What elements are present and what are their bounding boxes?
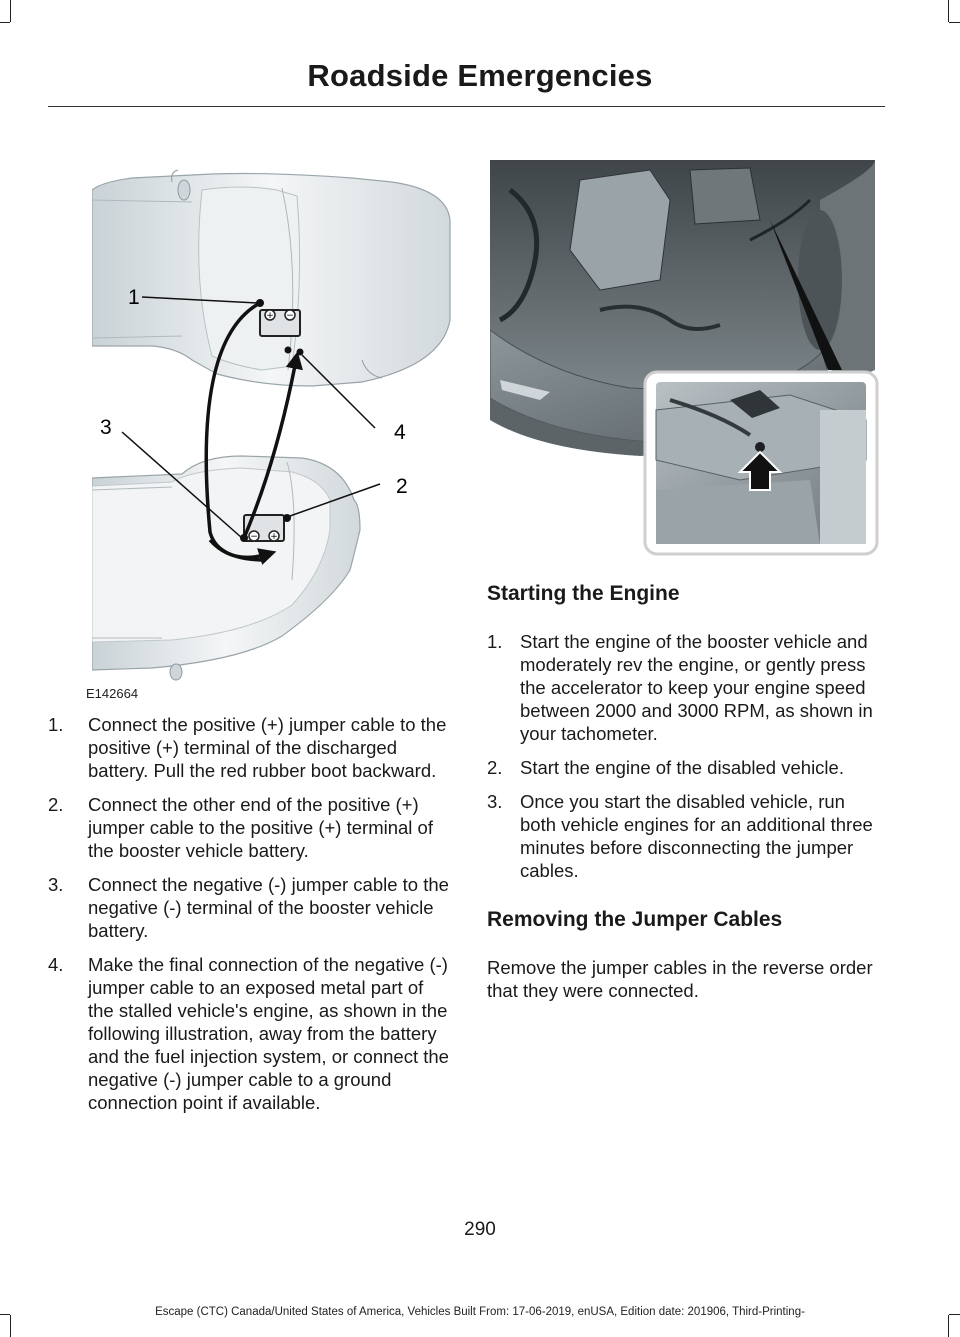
callout-4: 4 <box>394 421 406 444</box>
header-divider <box>48 106 885 107</box>
list-item: 1. Start the engine of the booster vehicle and moderately rev the engine, or gently press the accelerator to keep your engine speed between 2000 and 3000 RPM, as shown in your tachometer. <box>487 631 873 744</box>
starting-section <box>487 580 882 1002</box>
callout-3: 3 <box>100 416 112 439</box>
list-item: 2. Start the engine of the disabled vehicle. <box>487 757 844 778</box>
list-item: 2. Connect the other end of the positive (+) jumper cable to the positive (+) terminal of the booster vehicle battery. <box>48 794 433 861</box>
crop-mark <box>948 1315 949 1337</box>
crop-mark <box>10 0 11 22</box>
list-item: 1. Connect the positive (+) jumper cable to the positive (+) terminal of the discharged battery. Pull the red rubber boot backward. <box>48 714 447 781</box>
ground-point-inset <box>645 372 877 554</box>
plus-sign: + <box>266 311 274 321</box>
page-number: 290 <box>464 1219 496 1240</box>
list-item: 3. Once you start the disabled vehicle, run both vehicle engines for an additional three minutes before disconnecting the jumper cables. <box>487 791 873 881</box>
crop-mark <box>10 1315 11 1337</box>
crop-mark <box>948 0 949 22</box>
callout-1: 1 <box>128 286 140 309</box>
page-title: Roadside Emergencies <box>307 58 653 93</box>
jumper-cable-diagram <box>86 160 452 705</box>
figure-code: E142664 <box>86 686 139 701</box>
minus-sign: − <box>250 532 258 542</box>
page-footer: Escape (CTC) Canada/United States of America, Vehicles Built From: 17-06-2019, enUSA, Edition date: 201906, Third-Printing- <box>155 1306 805 1318</box>
jump-start-steps <box>48 713 450 1125</box>
section-heading-removing: Removing the Jumper Cables <box>487 908 783 931</box>
callout-2: 2 <box>396 475 408 498</box>
crop-mark <box>0 22 10 23</box>
battery-disabled <box>260 310 300 336</box>
engine-ground-point-illustration <box>490 160 880 556</box>
minus-sign: − <box>286 311 294 321</box>
list-item: 4. Make the final connection of the negative (-) jumper cable to an exposed metal part of the stalled vehicle's engine, as shown in the following illustration, away from the battery and the fuel injection system, or connect the negative (-) jumper cable to a ground connection point if available. <box>48 954 449 1113</box>
section-heading-starting: Starting the Engine <box>487 582 680 605</box>
plus-sign: + <box>270 532 278 542</box>
crop-mark <box>949 22 960 23</box>
list-item: 3. Connect the negative (-) jumper cable to the negative (-) terminal of the booster vehicle battery. <box>48 874 449 941</box>
removing-text: Remove the jumper cables in the reverse order that they were connected. <box>487 957 873 1001</box>
